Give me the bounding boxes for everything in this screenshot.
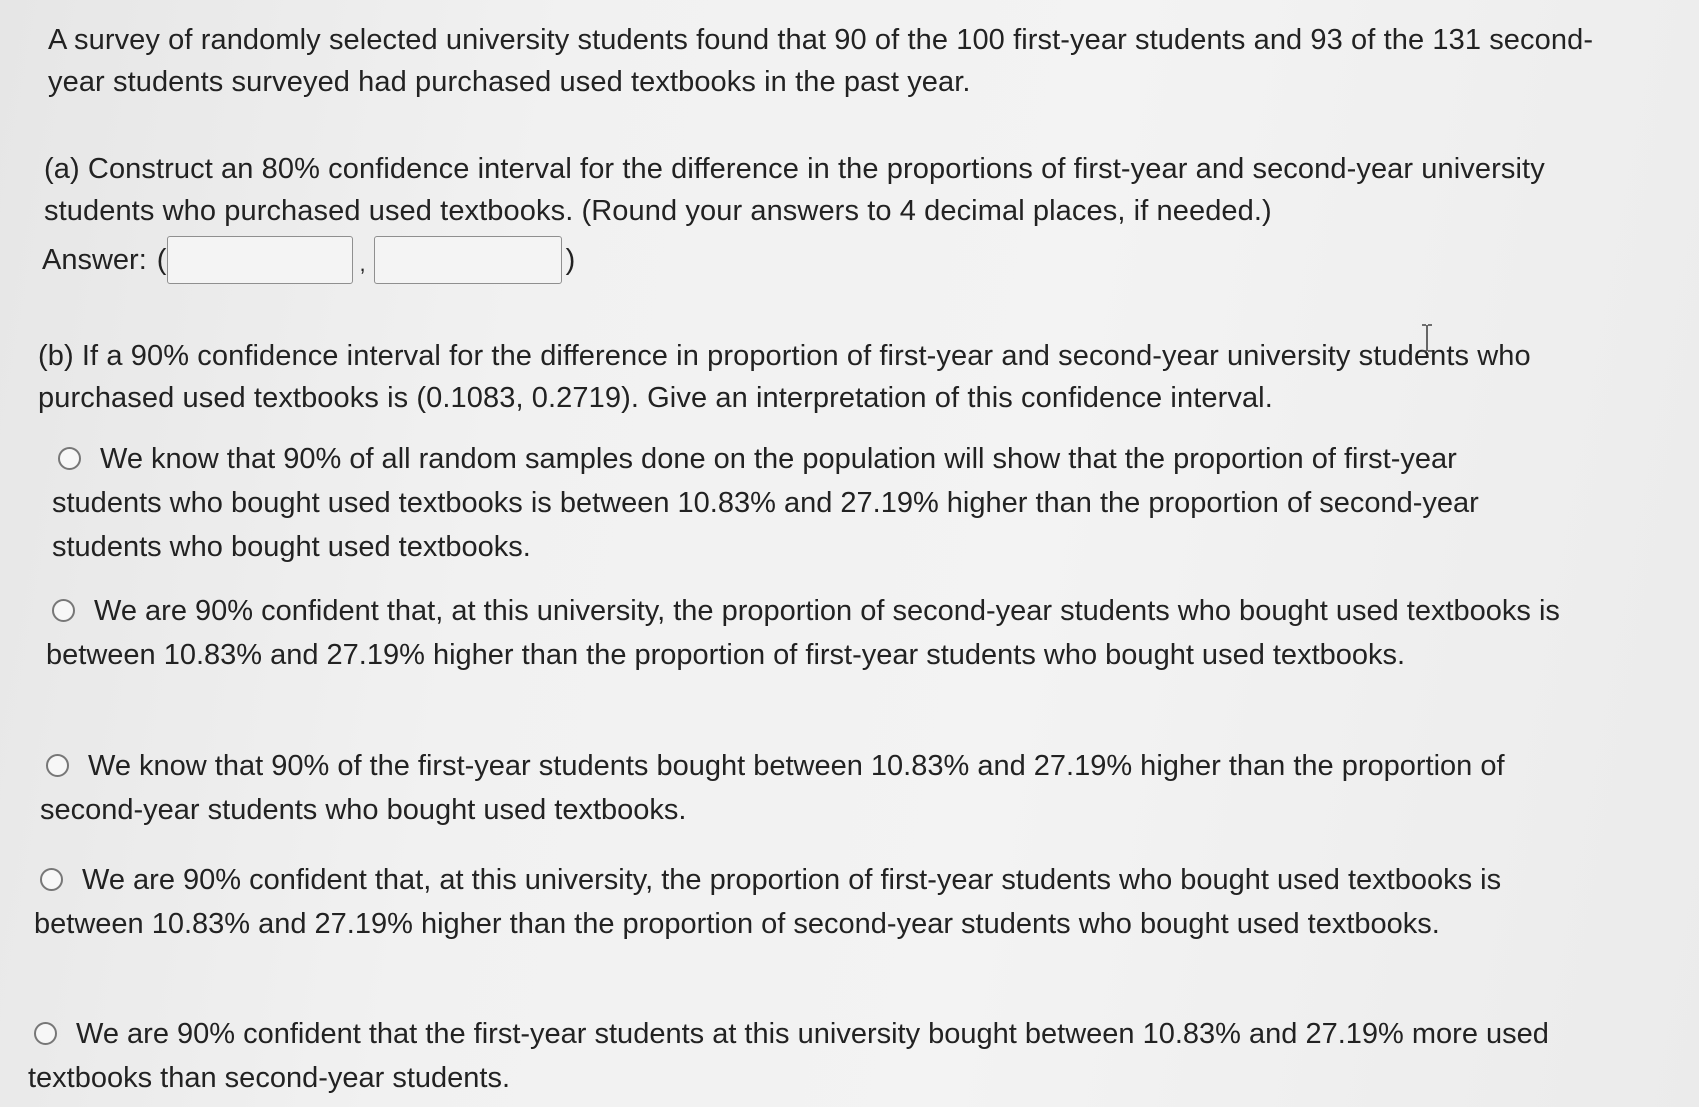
radio-option-2[interactable] (52, 599, 75, 622)
option-3-label: We know that 90% of the first-year students bought between 10.83% and 27.19% higher than the proportion of second-year students who bought used textbooks. (40, 750, 1505, 826)
option-4-label: We are 90% confident that, at this university, the proportion of first-year students who bought used textbooks is between 10.83% and 27.19% higher than the proportion of second-year students who bought used textbooks. (34, 864, 1502, 940)
radio-option-5[interactable] (34, 1022, 57, 1045)
question-intro: A survey of randomly selected university students found that 90 of the 100 first-year students and 93 of the 131 second-year students surveyed had purchased used textbooks in the past year. (48, 24, 1594, 98)
radio-option-4[interactable] (40, 868, 63, 891)
upper-bound-input[interactable] (374, 236, 562, 284)
radio-option-3[interactable] (46, 754, 69, 777)
option-1-label: We know that 90% of all random samples done on the population will show that the proportion of first-year students who bought used textbooks is between 10.83% and 27.19% higher than the proportion of second-year students who bought used textbooks. (52, 443, 1479, 563)
option-5-label: We are 90% confident that the first-year students at this university bought between 10.83% and 27.19% more used textbooks than second-year students. (28, 1018, 1549, 1094)
text-cursor-icon (1420, 324, 1432, 352)
part-b-prompt: (b) If a 90% confidence interval for the difference in proportion of first-year and second-year university students who purchased used textbooks is (0.1083, 0.2719). Give an interpretation of this confidence interval. (38, 340, 1531, 414)
answer-option-4[interactable] (34, 858, 1554, 946)
lower-bound-input[interactable] (167, 236, 353, 284)
answer-row (42, 232, 576, 288)
part-a-prompt: (a) Construct an 80% confidence interval for the difference in the proportions of first-year and second-year university students who purchased used textbooks. (Round your answers to 4 decimal places, if needed.) (44, 153, 1545, 227)
answer-label: Answer: (42, 243, 147, 276)
comma-separator: , (359, 251, 366, 276)
answer-option-1[interactable] (52, 437, 1572, 569)
answer-option-5[interactable] (28, 1012, 1568, 1100)
option-2-label: We are 90% confident that, at this university, the proportion of second-year students who bought used textbooks is between 10.83% and 27.19% higher than the proportion of first-year students who bought used textbooks. (46, 595, 1560, 671)
answer-option-2[interactable] (46, 589, 1576, 677)
close-paren: ) (565, 243, 576, 276)
open-paren: ( (156, 243, 167, 276)
radio-option-1[interactable] (58, 447, 81, 470)
answer-option-3[interactable] (40, 744, 1560, 832)
